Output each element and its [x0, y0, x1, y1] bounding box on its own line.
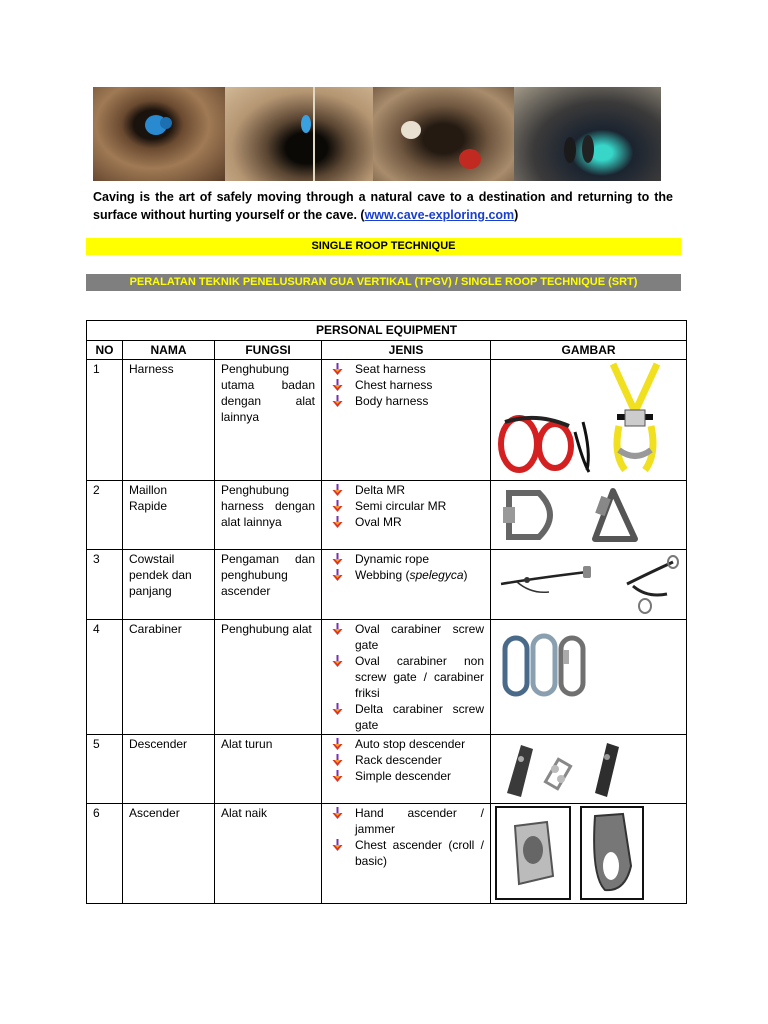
cave-photo-1 [93, 87, 225, 181]
col-header-fungsi: FUNGSI [215, 341, 322, 360]
table-row [87, 735, 687, 804]
list-item [328, 551, 484, 567]
list-item [328, 482, 484, 498]
col-header-nama: NAMA [123, 341, 215, 360]
jenis-text: ) [463, 568, 468, 582]
arrow-bullet-icon [332, 738, 343, 750]
table-row [87, 550, 687, 620]
maillon-image-cell [491, 481, 687, 550]
list-item [328, 567, 484, 583]
cave-photo-2 [225, 87, 373, 181]
list-item [328, 653, 484, 701]
list-item [328, 498, 484, 514]
row-fungsi: Penghubung harness dengan alat lainnya [215, 481, 322, 550]
row-jenis [322, 550, 491, 620]
intro-text: Caving is the art of safely moving through a natural cave to a destination and returning to the surface without hurting yourself or the cave. ( [93, 190, 673, 222]
jenis-text: Rack descender [355, 753, 442, 767]
table-row [87, 804, 687, 904]
jenis-text: Delta carabiner screw gate [355, 702, 484, 732]
arrow-bullet-icon [332, 839, 343, 851]
row-no: 1 [87, 360, 123, 481]
list-item [328, 377, 484, 393]
maillon-rapide-image [495, 483, 655, 547]
row-nama: Descender [123, 735, 215, 804]
list-item [328, 393, 484, 409]
intro-paragraph [93, 188, 673, 224]
harness-image [495, 362, 681, 478]
list-item [328, 736, 484, 752]
jenis-text: Seat harness [355, 362, 426, 376]
jenis-text: Oval MR [355, 515, 402, 529]
table-title: PERSONAL EQUIPMENT [87, 321, 687, 341]
personal-equipment-table [86, 320, 687, 904]
row-fungsi: Penghubung utama badan dengan alat lainnya [215, 360, 322, 481]
row-no: 6 [87, 804, 123, 904]
col-header-no: NO [87, 341, 123, 360]
jenis-text: Dynamic rope [355, 552, 430, 566]
list-item [328, 768, 484, 784]
list-item [328, 701, 484, 733]
arrow-bullet-icon [332, 807, 343, 819]
jenis-text: Oval carabiner screw gate [355, 622, 484, 652]
list-item [328, 752, 484, 768]
arrow-bullet-icon [332, 500, 343, 512]
row-fungsi: Alat turun [215, 735, 322, 804]
list-item [328, 805, 484, 837]
arrow-bullet-icon [332, 395, 343, 407]
row-nama: Harness [123, 360, 215, 481]
arrow-bullet-icon [332, 655, 343, 667]
col-header-gambar: GAMBAR [491, 341, 687, 360]
descender-image-cell [491, 735, 687, 804]
row-no: 4 [87, 620, 123, 735]
table-row [87, 620, 687, 735]
table-row [87, 481, 687, 550]
ascender-image-cell [491, 804, 687, 904]
arrow-bullet-icon [332, 569, 343, 581]
row-nama: Maillon Rapide [123, 481, 215, 550]
row-jenis [322, 735, 491, 804]
row-jenis [322, 360, 491, 481]
jenis-text-italic: spelegyca [409, 568, 464, 582]
arrow-bullet-icon [332, 754, 343, 766]
carabiner-image [499, 624, 593, 710]
row-fungsi: Penghubung alat [215, 620, 322, 735]
jenis-text: Semi circular MR [355, 499, 447, 513]
arrow-bullet-icon [332, 363, 343, 375]
carabiner-image-cell [491, 620, 687, 735]
arrow-bullet-icon [332, 484, 343, 496]
list-item [328, 621, 484, 653]
jenis-text: Auto stop descender [355, 737, 466, 751]
cowstail-image [497, 554, 683, 616]
jenis-text: Chest harness [355, 378, 433, 392]
jenis-text: Chest ascender (croll / basic) [355, 838, 484, 868]
table-row [87, 360, 687, 481]
heading-peralatan-tpgv: PERALATAN TEKNIK PENELUSURAN GUA VERTIKAL (TPGV) / SINGLE ROOP TECHNIQUE (SRT) [86, 274, 681, 291]
row-jenis [322, 620, 491, 735]
list-item [328, 514, 484, 530]
cave-photo-3 [373, 87, 514, 181]
row-jenis [322, 804, 491, 904]
row-no: 3 [87, 550, 123, 620]
jenis-text: Webbing ( [355, 568, 410, 582]
row-nama: Ascender [123, 804, 215, 904]
jenis-text: Simple descender [355, 769, 452, 783]
col-header-jenis: JENIS [322, 341, 491, 360]
intro-close-paren: ) [514, 208, 519, 222]
arrow-bullet-icon [332, 379, 343, 391]
arrow-bullet-icon [332, 623, 343, 635]
cave-photo-strip [93, 87, 661, 181]
cave-exploring-link[interactable]: www.cave-exploring.com [364, 208, 515, 222]
cowstail-image-cell [491, 550, 687, 620]
harness-image-cell [491, 360, 687, 481]
list-item [328, 837, 484, 869]
row-nama: Carabiner [123, 620, 215, 735]
ascender-image [495, 806, 645, 902]
arrow-bullet-icon [332, 516, 343, 528]
arrow-bullet-icon [332, 703, 343, 715]
jenis-text: Body harness [355, 394, 429, 408]
jenis-text: Delta MR [355, 483, 406, 497]
row-jenis [322, 481, 491, 550]
heading-single-roop-technique: SINGLE ROOP TECHNIQUE [86, 238, 681, 255]
row-no: 2 [87, 481, 123, 550]
cave-photo-4 [514, 87, 661, 181]
row-nama: Cowstail pendek dan panjang [123, 550, 215, 620]
jenis-text: Oval carabiner non screw gate / carabiner friksi [355, 654, 484, 700]
row-fungsi: Alat naik [215, 804, 322, 904]
descender-image [499, 739, 629, 799]
list-item [328, 361, 484, 377]
row-no: 5 [87, 735, 123, 804]
row-fungsi: Pengaman dan penghubung ascender [215, 550, 322, 620]
arrow-bullet-icon [332, 770, 343, 782]
jenis-text: Hand ascender / jammer [355, 806, 484, 836]
arrow-bullet-icon [332, 553, 343, 565]
